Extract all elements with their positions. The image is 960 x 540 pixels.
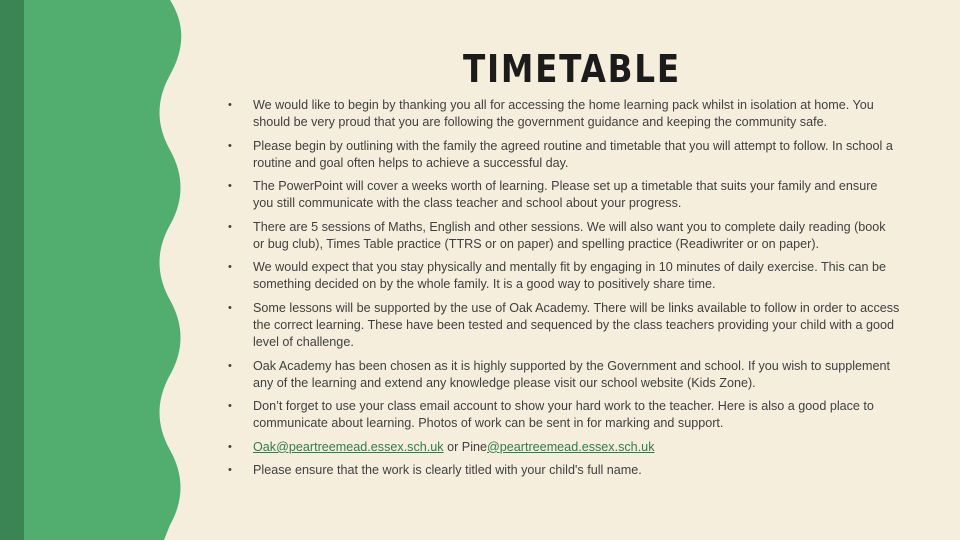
list-item: [228, 178, 900, 212]
decorative-wave-band: [24, 0, 194, 540]
bullet-text: Some lessons will be supported by the use of Oak Academy. There will be links available to follow in order to access the correct learning. These have been tested and sequenced by the class teachers providing your child with a good level of challenge.: [253, 300, 900, 349]
email-list-item: [228, 439, 900, 456]
bullet-marker: •: [228, 440, 232, 453]
list-item: [228, 462, 900, 479]
bullet-marker: •: [228, 139, 232, 152]
bullet-text: The PowerPoint will cover a weeks worth of learning. Please set up a timetable that suits your family and ensure you still communicate with the class teacher and school about your progress.: [253, 179, 878, 211]
list-item: [228, 358, 900, 392]
bullet-text: Oak Academy has been chosen as it is highly supported by the Government and school. If you wish to supplement any of the learning and extend any knowledge please visit our school website (Kids Zone).: [253, 358, 891, 390]
bullet-marker: •: [228, 301, 232, 314]
bullet-marker: •: [228, 359, 232, 372]
list-item: [228, 398, 900, 432]
page-title: TIMETABLE: [463, 47, 681, 91]
bullet-text: Please ensure that the work is clearly titled with your child's full name.: [253, 463, 642, 478]
bullet-text: Don’t forget to use your class email account to show your hard work to the teacher. Here is also a good place to communicate about learning. Photos of work can be sent in for marking and support.: [253, 399, 874, 431]
bullet-marker: •: [228, 180, 232, 193]
wave-shape: [24, 0, 181, 540]
bullet-marker: •: [228, 400, 232, 413]
bullet-text: Please begin by outlining with the family the agreed routine and timetable that you will attempt to follow. In school a routine and goal often helps to achieve a successful day.: [253, 138, 893, 170]
list-item: [228, 138, 900, 172]
list-item: [228, 219, 900, 253]
bullet-marker: •: [228, 220, 232, 233]
bullet-list: [228, 97, 900, 486]
bullet-marker: •: [228, 99, 232, 111]
decorative-band-dark: [0, 0, 24, 540]
list-item: [228, 300, 900, 351]
list-item: [228, 259, 900, 293]
email-joiner-text: or Pine: [443, 439, 487, 454]
bullet-text: There are 5 sessions of Maths, English and other sessions. We will also want you to complete daily reading (book or bug club), Times Table practice (TTRS or on paper) and spelling practice (Readiwriter or on paper).: [253, 219, 886, 251]
bullet-text: We would expect that you stay physically and mentally fit by engaging in 10 minutes of daily exercise. This can be something decided on by the whole family. It is a good way to positively share time.: [253, 260, 887, 292]
bullet-marker: •: [228, 261, 232, 274]
bullet-marker: •: [228, 464, 232, 477]
pine-email-link[interactable]: @peartreemead.essex.sch.uk: [487, 439, 655, 454]
oak-email-link[interactable]: Oak@peartreemead.essex.sch.uk: [253, 439, 444, 454]
bullet-text: We would like to begin by thanking you all for accessing the home learning pack whilst in isolation at home. You should be very proud that you are following the government guidance and keeping the community safe.: [253, 98, 874, 129]
list-item: [228, 97, 900, 131]
